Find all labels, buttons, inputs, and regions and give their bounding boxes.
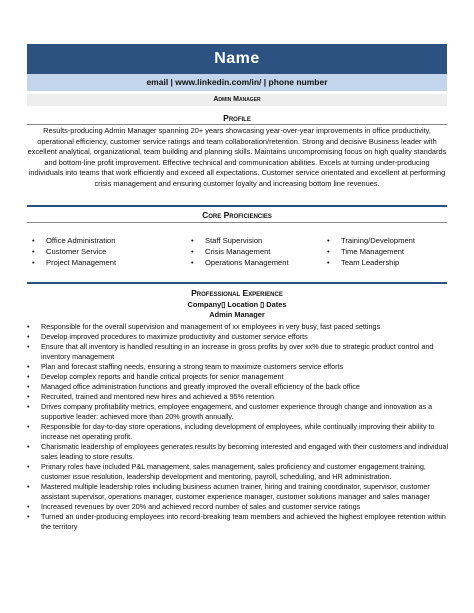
competencies-column-2 xyxy=(191,236,289,268)
competency-item: • Project Management xyxy=(32,257,117,267)
experience-bullet: • Responsible for day-to-day store operations, including development of employees, while continually improving their ability to increase net operating profit. xyxy=(27,422,435,441)
profile-divider xyxy=(27,124,447,125)
competency-item: • Operations Management xyxy=(191,257,289,267)
competency-item: • Office Administration xyxy=(32,236,116,245)
experience-bullet: • Develop complex reports and handle critical projects for senior management xyxy=(27,372,284,381)
experience-bullet: • Drives company profitability metrics, employee engagement, and customer experience through change and innovation as a supportive leader: achieved more than 20% growth annually. xyxy=(27,402,433,421)
profile-summary: Results-producing Admin Manager spanning 20+ years showcasing year-over-year improvements in office productivity, operational efficiency, customer service ratings and team collaboration/retention. Strong and decisive Business leader with excellent analytical, organizational, team building and planning skills. Maintains uncompromising focus on high quality standards and bottom-line profit improvement. Effective technical and communication abilities. Excels at turning under-producing individuals into teams that work efficiently and exceed all expectations. Customer service orientated and excellent at performing crisis management and ensuring customer loyalty and increasing bottom line revenues. xyxy=(27,126,447,188)
experience-bullet: • Develop improved procedures to maximize productivity and customer service efforts xyxy=(27,332,308,341)
competency-item: • Crisis Management xyxy=(191,246,271,256)
competencies-divider xyxy=(27,222,447,223)
experience-bullet: • Plan and forecast staffing needs, ensuring a strong team to maximize customers service efforts xyxy=(27,362,344,371)
experience-bullet: • Recruited, trained and mentored new hires and achieved a 95% retention xyxy=(27,392,274,401)
job-title: Admin Manager xyxy=(27,94,447,106)
profile-heading: Profile xyxy=(223,113,251,123)
competencies-heading: Core Proficiencies xyxy=(202,210,272,220)
competencies-column-3 xyxy=(327,236,415,268)
experience-heading: Professional Experience xyxy=(191,288,283,298)
candidate-name: Name xyxy=(27,44,447,74)
contact-line: email | www.linkedin.com/in/ | phone number xyxy=(27,74,447,91)
experience-bullet: • Increased revenues by over 20% and achieved record number of sales and customer service ratings xyxy=(27,502,361,511)
competency-item: • Time Management xyxy=(327,246,405,256)
experience-bullet: • Primary roles have included P&L management, sales management, sales proficiency and customer engagement training, customer issue resolution, leadership development and mentoring, payroll, scheduling, and HR administration. xyxy=(27,462,426,481)
competency-item: • Staff Supervision xyxy=(191,236,263,245)
experience-bullet-list xyxy=(27,322,451,532)
company-line: Company▯ Location ▯ Dates xyxy=(187,300,287,309)
experience-bullet: • Turned an under-producing employees into record-breaking team members and achieved the highest employee retention within the territory xyxy=(27,512,446,531)
competency-item: • Training/Development xyxy=(327,236,416,245)
role-title: Admin Manager xyxy=(209,310,265,319)
experience-bullet: • Charismatic leadership of employees generates results by becoming interested and engaged with their customers and individual sales leading to store results. xyxy=(27,442,449,461)
experience-bullet: • Managed office administration functions and greatly improved the overall efficiency of the back office xyxy=(27,382,360,391)
experience-bullet: • Mastered multiple leadership roles including business acumen trainer, hiring and training coordinator, supervisor, customer assistant supervisor, operations manager, customer experience manager, customer solutions manager and sales manager xyxy=(27,482,430,501)
experience-top-divider xyxy=(27,282,447,284)
competency-item: • Customer Service xyxy=(32,246,107,256)
competency-item: • Team Leadership xyxy=(327,257,400,267)
experience-bullet: • Responsible for the overall supervision and management of xx employees in very busy, fast paced settings xyxy=(27,322,381,331)
competencies-column-1 xyxy=(32,236,116,268)
competencies-top-divider xyxy=(27,205,447,207)
experience-bullet: • Ensure that all inventory is handled resulting in an increase in gross profits by over xx% due to strategic product control and inventory management xyxy=(27,342,434,361)
